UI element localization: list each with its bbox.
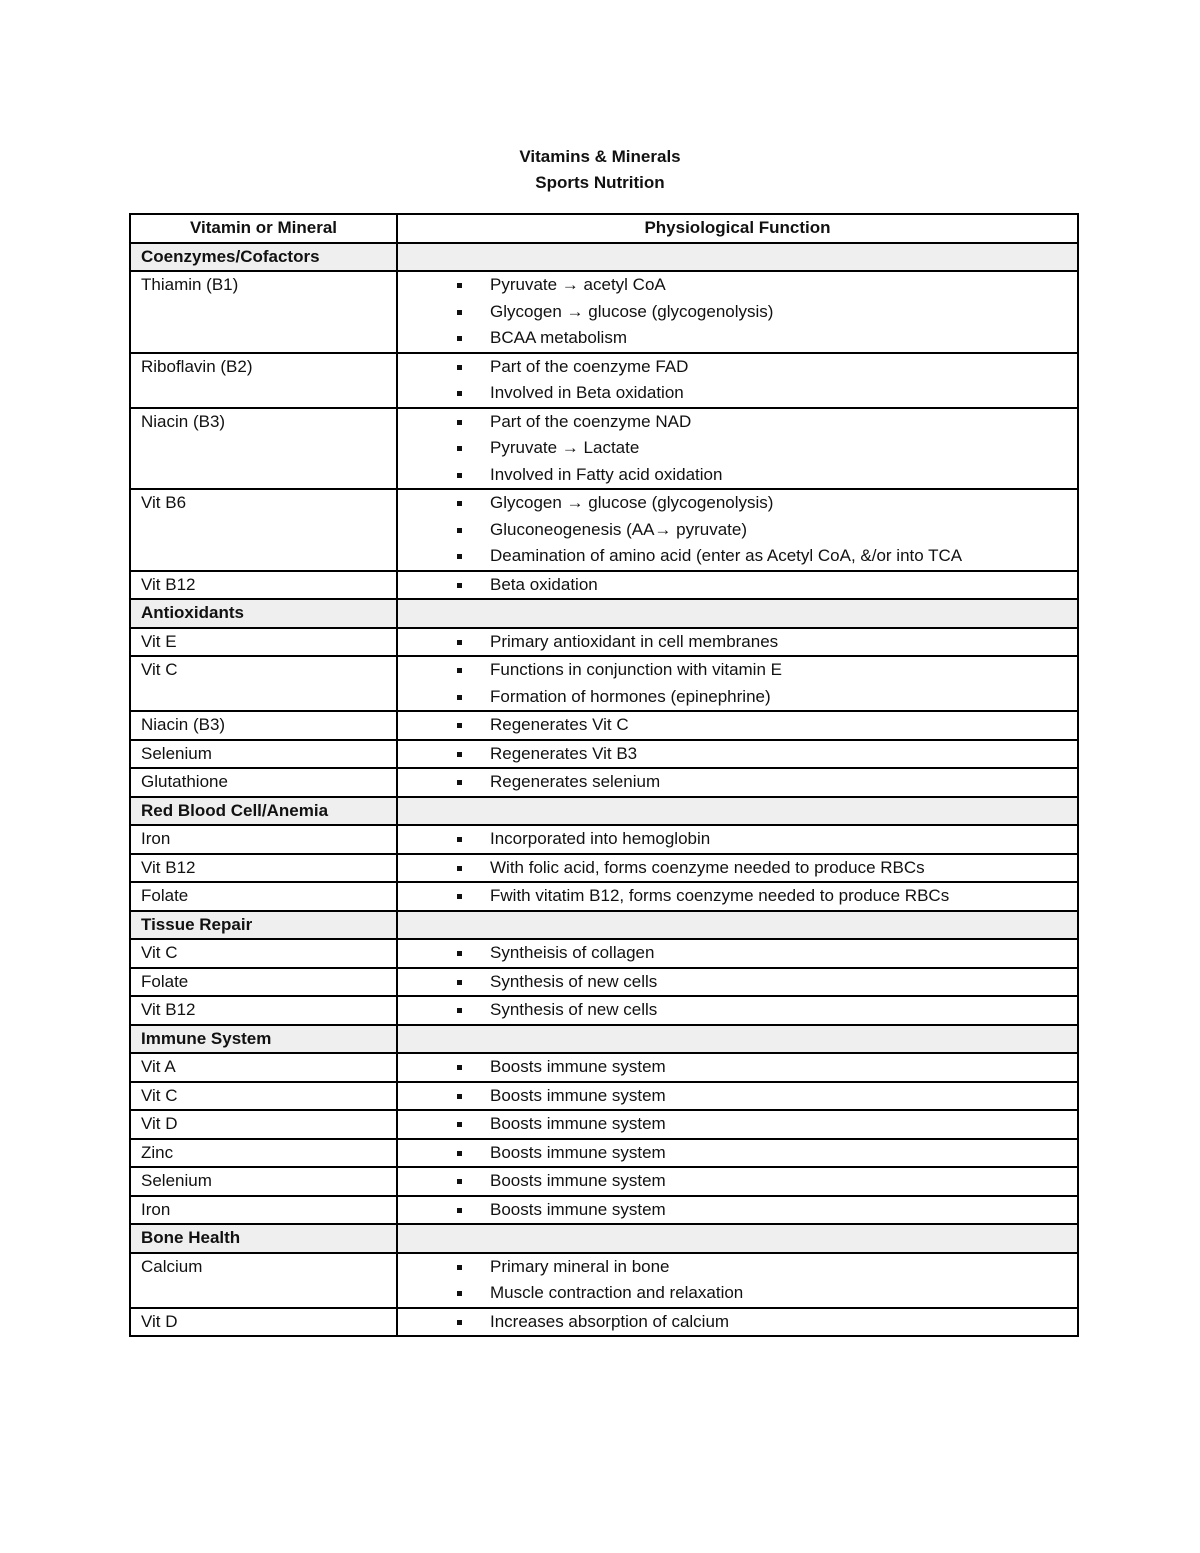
category-empty-cell <box>397 599 1078 628</box>
function-cell <box>397 939 1078 968</box>
function-cell <box>397 968 1078 997</box>
table-row <box>130 1308 1078 1337</box>
function-list <box>408 769 1077 796</box>
function-item: Incorporated into hemoglobin <box>408 826 1077 853</box>
table-row <box>130 656 1078 711</box>
function-item: Regenerates Vit C <box>408 712 1077 739</box>
nutrient-name: Vit A <box>130 1053 397 1082</box>
nutrient-name: Selenium <box>130 740 397 769</box>
function-cell <box>397 996 1078 1025</box>
vitamins-minerals-table <box>129 213 1079 1337</box>
function-list <box>408 969 1077 996</box>
category-label: Coenzymes/Cofactors <box>130 243 397 272</box>
function-list <box>408 883 1077 910</box>
nutrient-name: Niacin (B3) <box>130 408 397 490</box>
category-row <box>130 1224 1078 1253</box>
table-row <box>130 854 1078 883</box>
function-item: Boosts immune system <box>408 1197 1077 1224</box>
category-row <box>130 911 1078 940</box>
nutrient-name: Vit D <box>130 1110 397 1139</box>
nutrient-name: Vit D <box>130 1308 397 1337</box>
category-row <box>130 243 1078 272</box>
function-cell <box>397 353 1078 408</box>
table-row <box>130 1167 1078 1196</box>
function-cell <box>397 271 1078 353</box>
function-item: Deamination of amino acid (enter as Acetyl CoA, &/or into TCA <box>408 543 1077 570</box>
nutrient-name: Folate <box>130 968 397 997</box>
function-cell <box>397 1053 1078 1082</box>
function-list <box>408 997 1077 1024</box>
function-item: Beta oxidation <box>408 572 1077 599</box>
function-cell <box>397 656 1078 711</box>
category-label: Immune System <box>130 1025 397 1054</box>
table-row <box>130 571 1078 600</box>
column-header-function: Physiological Function <box>397 214 1078 243</box>
nutrient-name: Vit B6 <box>130 489 397 571</box>
nutrient-name: Zinc <box>130 1139 397 1168</box>
function-item: Formation of hormones (epinephrine) <box>408 684 1077 711</box>
function-cell <box>397 854 1078 883</box>
function-list <box>408 1083 1077 1110</box>
function-item: Boosts immune system <box>408 1140 1077 1167</box>
nutrient-name: Vit B12 <box>130 571 397 600</box>
function-item: Muscle contraction and relaxation <box>408 1280 1077 1307</box>
function-item: BCAA metabolism <box>408 325 1077 352</box>
function-list <box>408 490 1077 570</box>
function-item: Primary antioxidant in cell membranes <box>408 629 1077 656</box>
function-cell <box>397 711 1078 740</box>
nutrient-name: Folate <box>130 882 397 911</box>
function-item: Glycogen → glucose (glycogenolysis) <box>408 490 1077 517</box>
category-label: Bone Health <box>130 1224 397 1253</box>
function-item: With folic acid, forms coenzyme needed to produce RBCs <box>408 855 1077 882</box>
function-list <box>408 712 1077 739</box>
function-cell <box>397 1253 1078 1308</box>
function-item: Boosts immune system <box>408 1111 1077 1138</box>
function-item: Fwith vitatim B12, forms coenzyme needed to produce RBCs <box>408 883 1077 910</box>
nutrient-name: Iron <box>130 825 397 854</box>
function-item: Regenerates Vit B3 <box>408 741 1077 768</box>
function-list <box>408 1054 1077 1081</box>
table-row <box>130 968 1078 997</box>
document-title <box>0 144 1200 196</box>
function-cell <box>397 628 1078 657</box>
function-item: Involved in Fatty acid oxidation <box>408 462 1077 489</box>
function-item: Increases absorption of calcium <box>408 1309 1077 1336</box>
category-row <box>130 1025 1078 1054</box>
category-empty-cell <box>397 1224 1078 1253</box>
table-row <box>130 408 1078 490</box>
function-cell <box>397 571 1078 600</box>
function-list <box>408 741 1077 768</box>
function-cell <box>397 825 1078 854</box>
function-cell <box>397 740 1078 769</box>
function-cell <box>397 1308 1078 1337</box>
table-row <box>130 1082 1078 1111</box>
function-item: Part of the coenzyme NAD <box>408 409 1077 436</box>
table-row <box>130 740 1078 769</box>
table-row <box>130 882 1078 911</box>
nutrient-name: Vit C <box>130 1082 397 1111</box>
function-item: Part of the coenzyme FAD <box>408 354 1077 381</box>
function-cell <box>397 1167 1078 1196</box>
function-list <box>408 657 1077 710</box>
title-line-2: Sports Nutrition <box>535 173 665 192</box>
category-row <box>130 797 1078 826</box>
function-item: Boosts immune system <box>408 1083 1077 1110</box>
nutrient-name: Vit C <box>130 656 397 711</box>
table-row <box>130 628 1078 657</box>
table-row <box>130 271 1078 353</box>
function-cell <box>397 1139 1078 1168</box>
function-list <box>408 272 1077 352</box>
function-list <box>408 629 1077 656</box>
function-list <box>408 1309 1077 1336</box>
function-list <box>408 572 1077 599</box>
nutrient-name: Vit B12 <box>130 854 397 883</box>
nutrient-name: Selenium <box>130 1167 397 1196</box>
nutrient-name: Thiamin (B1) <box>130 271 397 353</box>
category-empty-cell <box>397 1025 1078 1054</box>
function-list <box>408 354 1077 407</box>
function-list <box>408 1254 1077 1307</box>
function-item: Gluconeogenesis (AA→ pyruvate) <box>408 517 1077 544</box>
column-header-vitamin: Vitamin or Mineral <box>130 214 397 243</box>
function-item: Regenerates selenium <box>408 769 1077 796</box>
function-cell <box>397 882 1078 911</box>
function-item: Pyruvate → Lactate <box>408 435 1077 462</box>
category-row <box>130 599 1078 628</box>
function-cell <box>397 1196 1078 1225</box>
function-item: Synthesis of new cells <box>408 997 1077 1024</box>
function-cell <box>397 768 1078 797</box>
table-row <box>130 1139 1078 1168</box>
table-row <box>130 711 1078 740</box>
nutrient-name: Niacin (B3) <box>130 711 397 740</box>
function-item: Boosts immune system <box>408 1054 1077 1081</box>
function-item: Glycogen → glucose (glycogenolysis) <box>408 299 1077 326</box>
table-row <box>130 768 1078 797</box>
category-empty-cell <box>397 243 1078 272</box>
table-row <box>130 1110 1078 1139</box>
category-label: Tissue Repair <box>130 911 397 940</box>
table-header-row <box>130 214 1078 243</box>
function-list <box>408 855 1077 882</box>
function-item: Boosts immune system <box>408 1168 1077 1195</box>
category-label: Antioxidants <box>130 599 397 628</box>
function-item: Primary mineral in bone <box>408 1254 1077 1281</box>
title-line-1: Vitamins & Minerals <box>519 147 681 166</box>
function-cell <box>397 489 1078 571</box>
table-row <box>130 996 1078 1025</box>
table-row <box>130 1053 1078 1082</box>
nutrient-name: Riboflavin (B2) <box>130 353 397 408</box>
table-row <box>130 1253 1078 1308</box>
function-item: Pyruvate → acetyl CoA <box>408 272 1077 299</box>
function-list <box>408 1197 1077 1224</box>
function-list <box>408 1140 1077 1167</box>
function-list <box>408 1168 1077 1195</box>
function-list <box>408 826 1077 853</box>
function-item: Involved in Beta oxidation <box>408 380 1077 407</box>
table-row <box>130 939 1078 968</box>
function-item: Syntheisis of collagen <box>408 940 1077 967</box>
nutrient-name: Calcium <box>130 1253 397 1308</box>
function-cell <box>397 1082 1078 1111</box>
function-item: Functions in conjunction with vitamin E <box>408 657 1077 684</box>
function-cell <box>397 1110 1078 1139</box>
function-cell <box>397 408 1078 490</box>
function-list <box>408 940 1077 967</box>
category-empty-cell <box>397 911 1078 940</box>
function-list <box>408 409 1077 489</box>
nutrient-name: Vit B12 <box>130 996 397 1025</box>
table-row <box>130 489 1078 571</box>
function-item: Synthesis of new cells <box>408 969 1077 996</box>
nutrient-name: Vit C <box>130 939 397 968</box>
table-row <box>130 1196 1078 1225</box>
table-row <box>130 825 1078 854</box>
category-empty-cell <box>397 797 1078 826</box>
category-label: Red Blood Cell/Anemia <box>130 797 397 826</box>
nutrient-name: Glutathione <box>130 768 397 797</box>
table-body <box>130 243 1078 1337</box>
function-list <box>408 1111 1077 1138</box>
nutrient-name: Iron <box>130 1196 397 1225</box>
nutrient-name: Vit E <box>130 628 397 657</box>
table-row <box>130 353 1078 408</box>
